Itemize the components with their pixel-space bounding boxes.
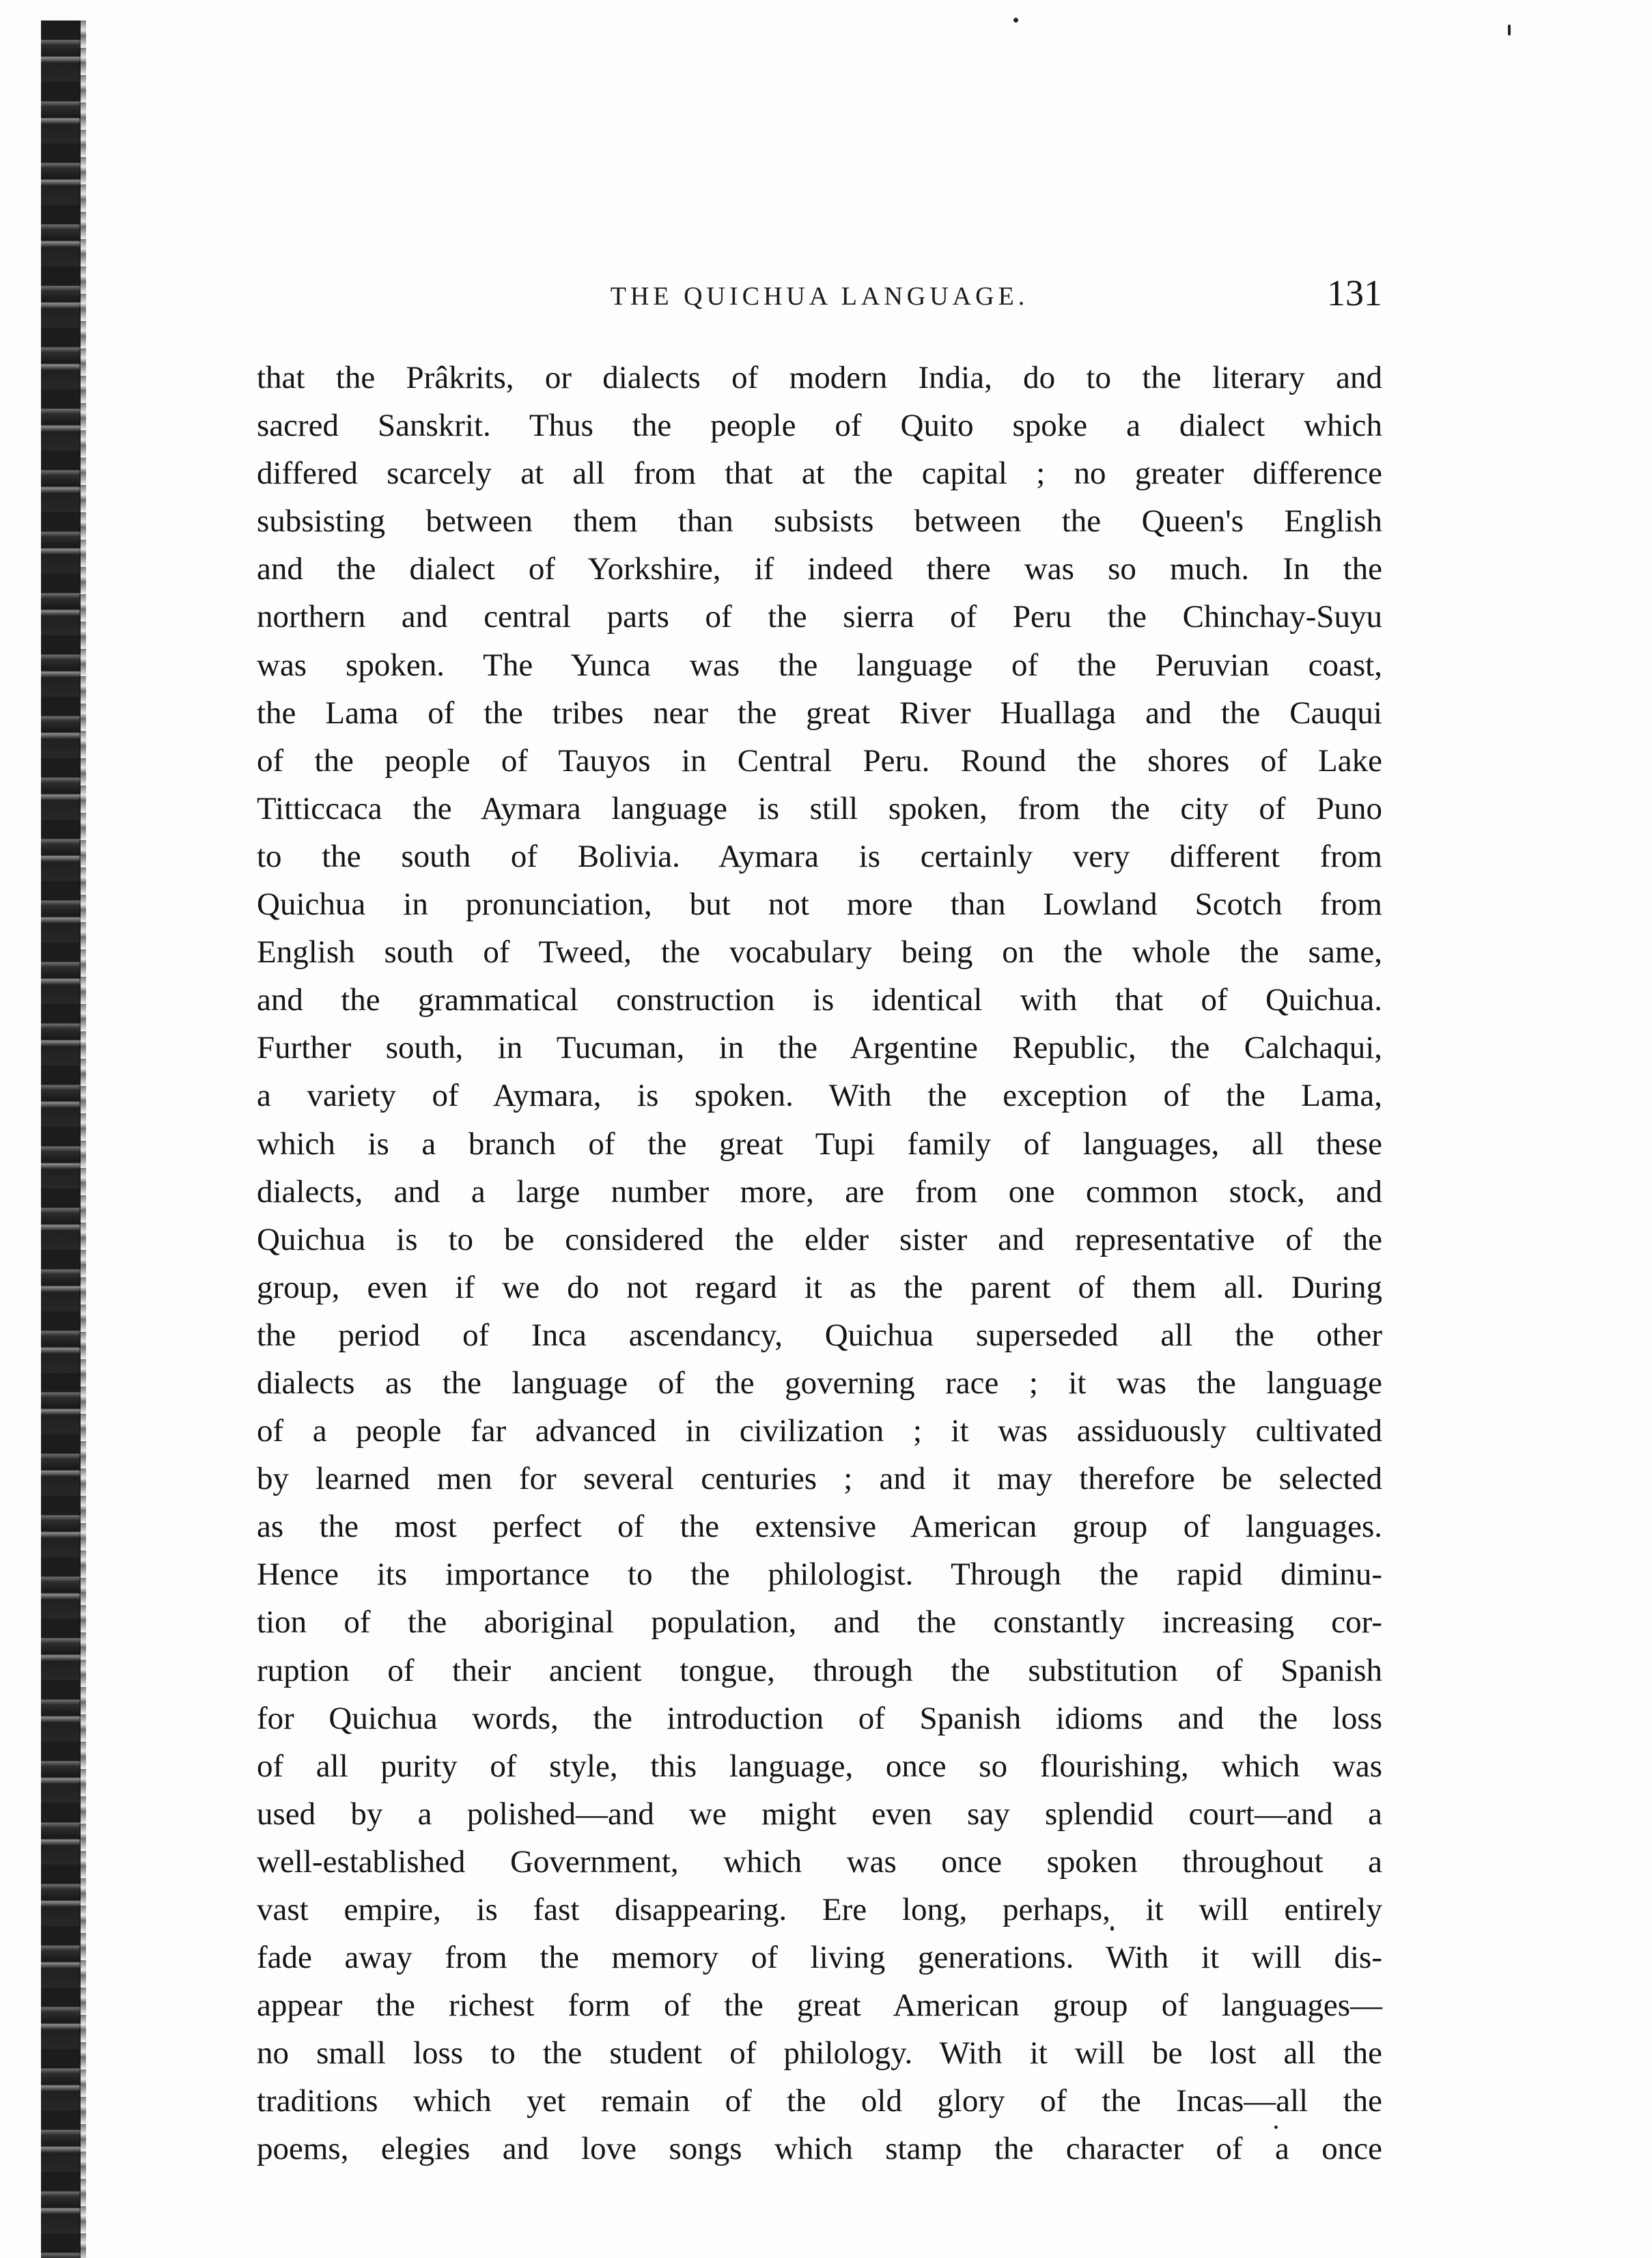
text-line: dialects as the language of the governing race ; it was the language	[257, 1365, 1382, 1401]
text-line: a variety of Aymara, is spoken. With the exception of the Lama,	[257, 1078, 1382, 1114]
text-line: English south of Tweed, the vocabulary being on the whole the same,	[257, 934, 1382, 971]
text-line: ruption of their ancient tongue, through the substitution of Spanish	[257, 1652, 1382, 1688]
page-header	[257, 272, 1382, 320]
text-line: Quichua is to be considered the elder sister and representative of the	[257, 1221, 1382, 1257]
text-line: the period of Inca ascendancy, Quichua superseded all the other	[257, 1317, 1382, 1353]
text-line: to the south of Bolivia. Aymara is certainly very different from	[257, 838, 1382, 874]
text-line: appear the richest form of the great American group of languages—	[257, 1988, 1382, 2024]
text-line: sacred Sanskrit. Thus the people of Quito spoke a dialect which	[257, 408, 1382, 444]
ink-speck	[1508, 25, 1511, 36]
text-line: differed scarcely at all from that at the capital ; no greater difference	[257, 456, 1382, 492]
text-line: no small loss to the student of philology. With it will be lost all the	[257, 2035, 1382, 2072]
text-line: tion of the aboriginal population, and the constantly increasing cor-	[257, 1604, 1382, 1641]
text-line: Further south, in Tucuman, in the Argentine Republic, the Calchaqui,	[257, 1030, 1382, 1066]
text-line: Hence its importance to the philologist. Through the rapid diminu-	[257, 1557, 1382, 1593]
book-binding-edge	[41, 20, 81, 2258]
text-line: which is a branch of the great Tupi family of languages, all these	[257, 1126, 1382, 1162]
text-line: of all purity of style, this language, once so flourishing, which was	[257, 1748, 1382, 1784]
text-line: Titticcaca the Aymara language is still spoken, from the city of Puno	[257, 790, 1382, 826]
text-line: and the grammatical construction is identical with that of Quichua.	[257, 982, 1382, 1018]
text-line: of a people far advanced in civilization ; it was assiduously cultivated	[257, 1413, 1382, 1449]
text-line: well-established Government, which was once spoken throughout a	[257, 1843, 1382, 1880]
text-line: that the Prâkrits, or dialects of modern India, do to the literary and	[257, 360, 1382, 395]
running-title: THE QUICHUA LANGUAGE.	[610, 282, 1029, 311]
text-line: as the most perfect of the extensive American group of languages.	[257, 1509, 1382, 1545]
text-line: the Lama of the tribes near the great River Huallaga and the Cauqui	[257, 695, 1382, 731]
ink-speck	[1013, 18, 1018, 23]
text-line: by learned men for several centuries ; and it may therefore be selected	[257, 1461, 1382, 1497]
text-line: subsisting between them than subsists between the Queen's English	[257, 503, 1382, 540]
text-line: of the people of Tauyos in Central Peru. Round the shores of Lake	[257, 742, 1382, 779]
text-line: used by a polished—and we might even say splendid court—and a	[257, 1796, 1382, 1832]
body-text	[257, 354, 1382, 2173]
text-line: and the dialect of Yorkshire, if indeed there was so much. In the	[257, 551, 1382, 587]
text-line: for Quichua words, the introduction of Spanish idioms and the loss	[257, 1700, 1382, 1736]
text-line: dialects, and a large number more, are from one common stock, and	[257, 1173, 1382, 1210]
text-line: poems, elegies and love songs which stamp the character of a once	[257, 2131, 1382, 2167]
text-line: fade away from the memory of living generations. With it will dis-	[257, 1940, 1382, 1976]
text-line: Quichua in pronunciation, but not more than Lowland Scotch from	[257, 887, 1382, 923]
text-line: was spoken. The Yunca was the language of the Peruvian coast,	[257, 647, 1382, 683]
page-number: 131	[1327, 273, 1382, 313]
text-line: group, even if we do not regard it as the parent of them all. During	[257, 1269, 1382, 1305]
text-line: vast empire, is fast disappearing. Ere long, perhaps, it will entirely	[257, 1892, 1382, 1927]
text-line: northern and central parts of the sierra of Peru the Chinchay-Suyu	[257, 599, 1382, 635]
text-line: traditions which yet remain of the old glory of the Incas—all the	[257, 2083, 1382, 2119]
